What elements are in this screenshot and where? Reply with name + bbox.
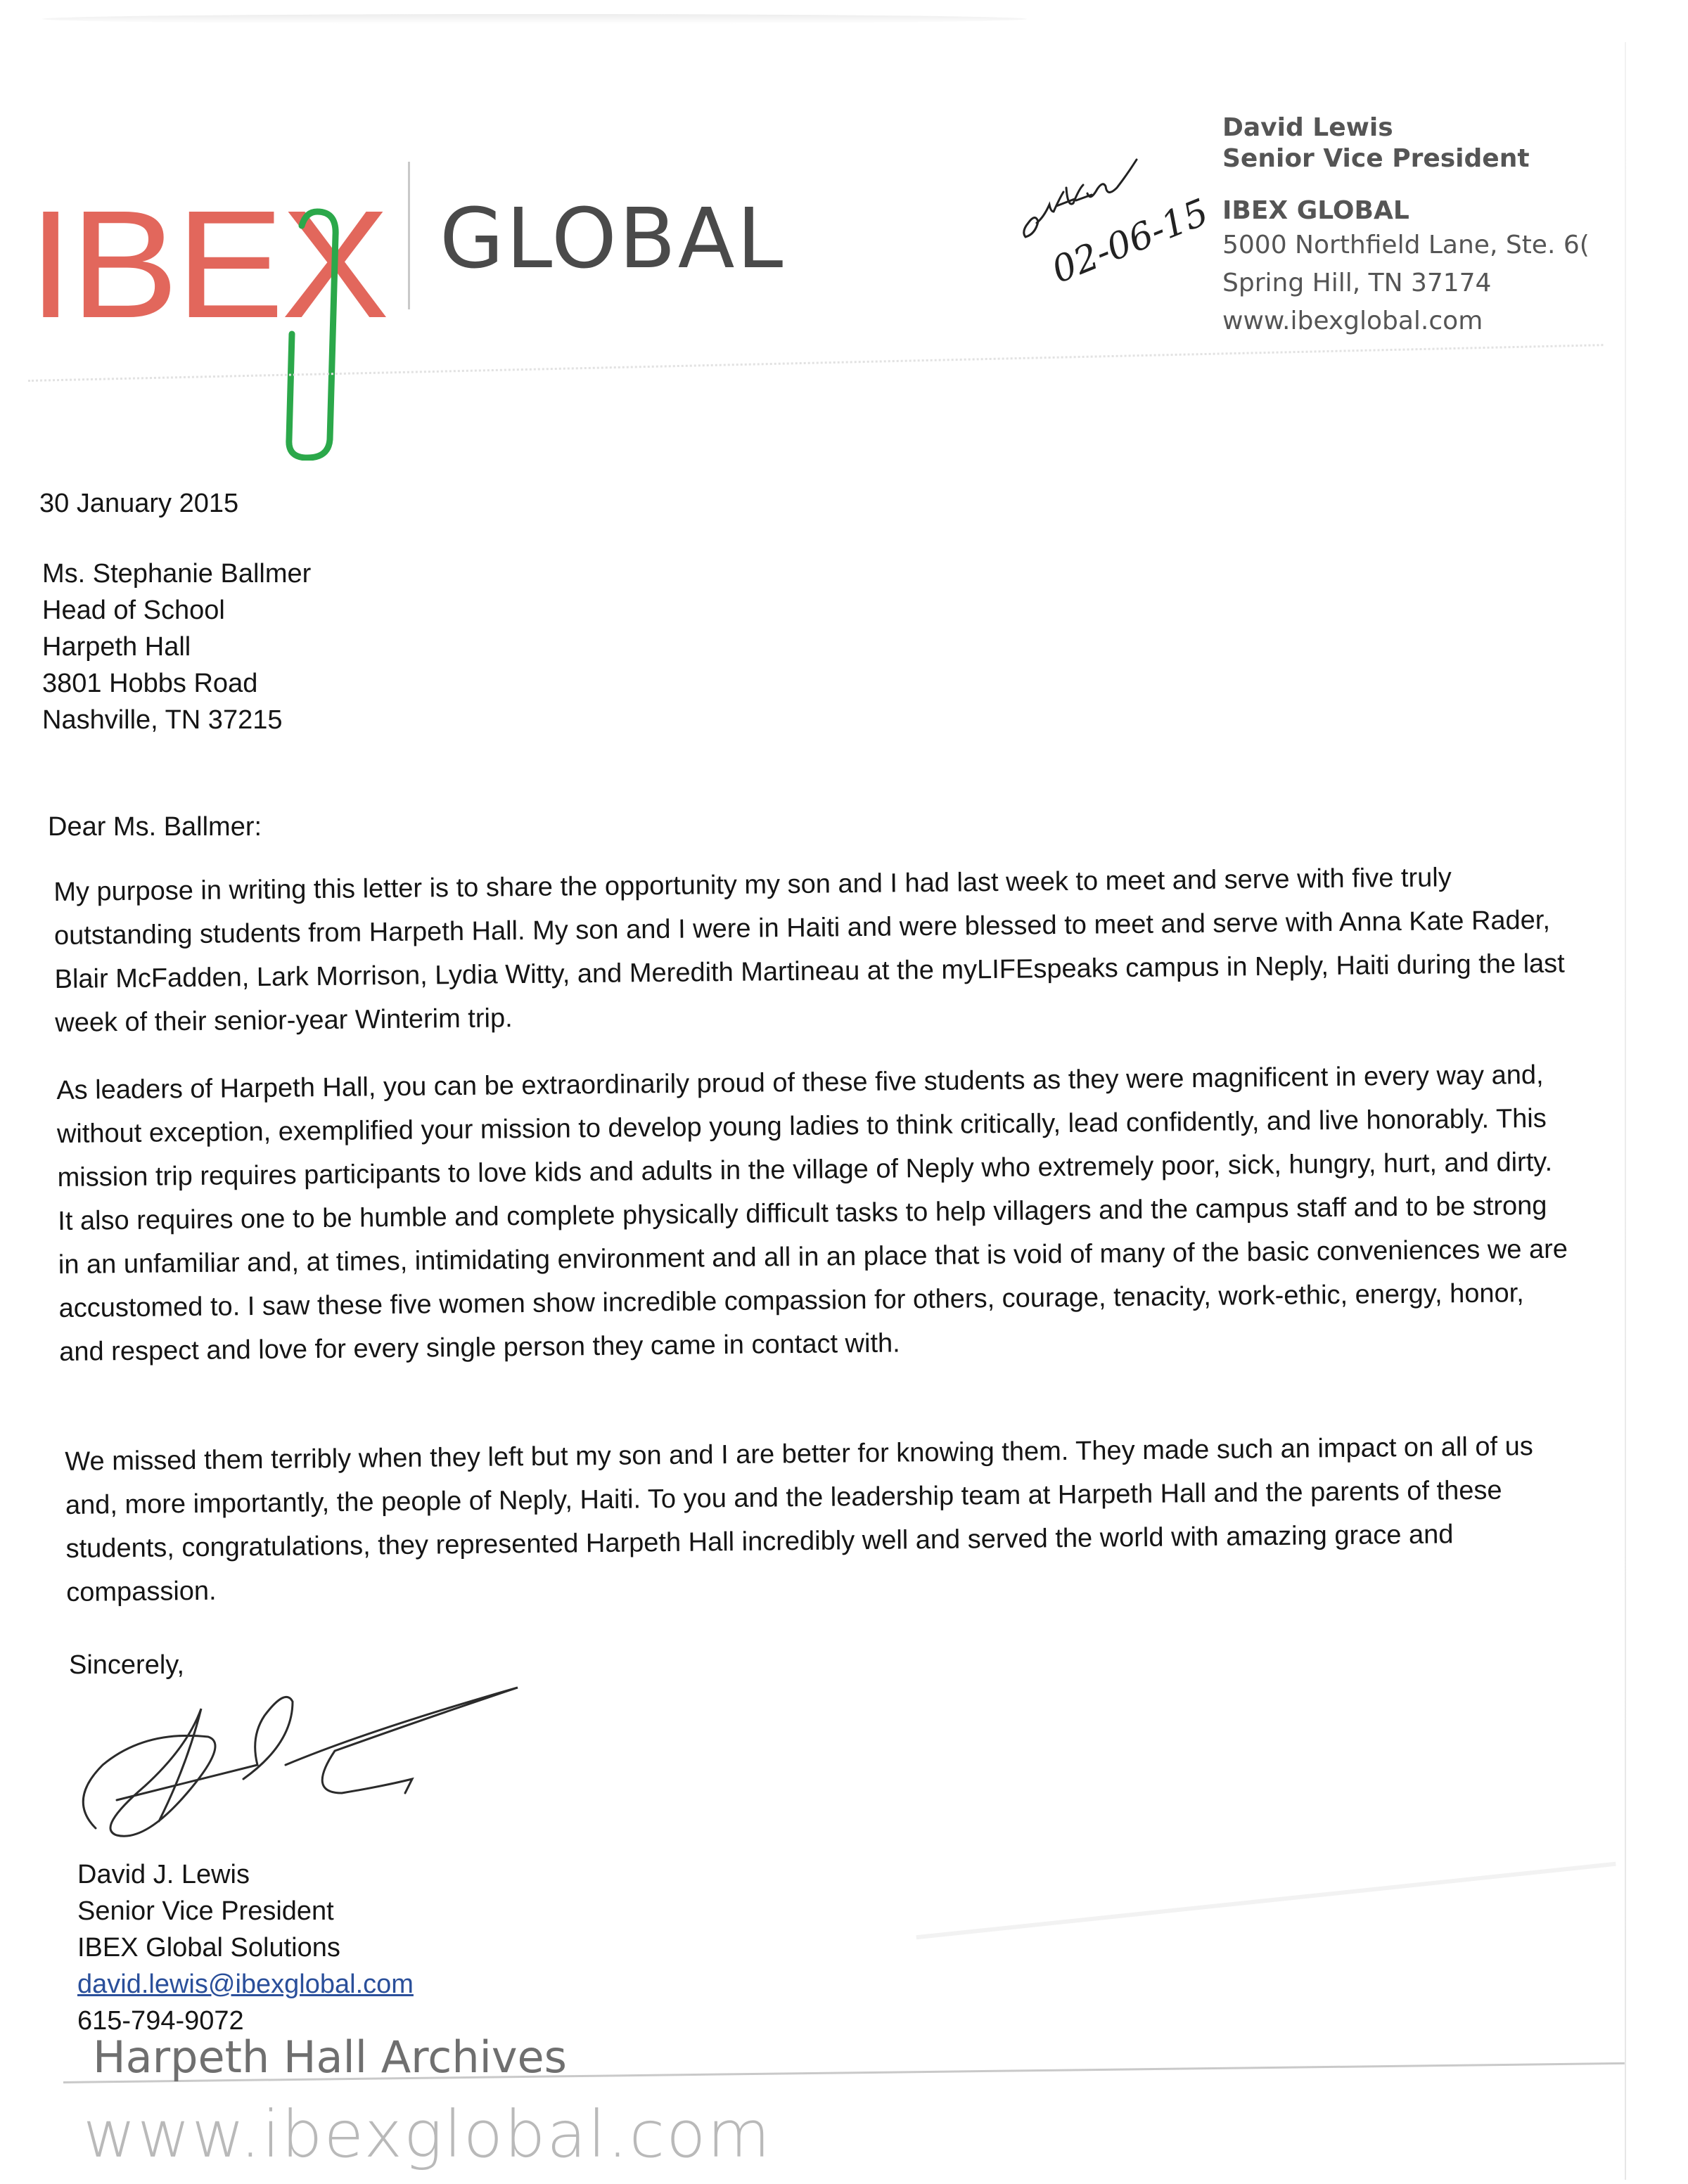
- sender-company: IBEX GLOBAL: [1222, 196, 1409, 225]
- sender-info: [1222, 113, 1590, 340]
- sender-title: Senior Vice President: [1222, 144, 1530, 173]
- page-edge: [1625, 42, 1626, 2180]
- paperclip-icon: [271, 207, 348, 461]
- signature-block: [77, 1856, 414, 2039]
- recipient-title: Head of School: [42, 596, 225, 625]
- signer-company: IBEX Global Solutions: [77, 1933, 340, 1963]
- footer-website: www.ibexglobal.com: [83, 2097, 772, 2172]
- sender-name: David Lewis: [1222, 113, 1393, 142]
- recipient-street: 3801 Hobbs Road: [42, 669, 258, 698]
- scan-shadow: [42, 14, 1027, 24]
- salutation: Dear Ms. Ballmer:: [48, 812, 262, 842]
- logo-ibex-text: IBEX: [28, 179, 387, 350]
- signer-email-link[interactable]: david.lewis@ibexglobal.com: [77, 1970, 414, 1999]
- recipient-name: Ms. Stephanie Ballmer: [42, 559, 312, 589]
- paragraph-3: We missed them terribly when they left but my son and I are better for knowing them. They made such an impact on all of us and, more importantly, the people of Neply, Haiti. To you and the leadership team at Harpeth Hall and the parents of these students, congratulations, they represented Harpeth Hall incredibly well and served the world with amazing grace and compassion.: [65, 1432, 1533, 1607]
- logo-global-text: GLOBAL: [440, 190, 786, 287]
- logo-divider: [408, 162, 410, 309]
- scan-fold-streak: [916, 1862, 1616, 1939]
- paragraph-1: My purpose in writing this letter is to share the opportunity my son and I had last week to meet and serve with five truly outstanding students from Harpeth Hall. My son and I were in Haiti and were blessed to meet and serve with Anna Kate Rader, Blair McFadden, Lark Morrison, Lydia Witty, and Meredith Martineau at the myLIFEspeaks campus in Neply, Haiti during the last week of their senior-year Winterim trip.: [53, 863, 1565, 1038]
- archives-stamp: Harpeth Hall Archives: [93, 2031, 567, 2083]
- signer-name: David J. Lewis: [77, 1860, 250, 1889]
- sender-address-line1: 5000 Northfield Lane, Ste. 6(: [1222, 231, 1590, 259]
- letter-date: 30 January 2015: [39, 489, 239, 518]
- sender-website: www.ibexglobal.com: [1222, 307, 1483, 335]
- handwriting-icon: [1020, 151, 1231, 292]
- signer-title: Senior Vice President: [77, 1896, 334, 1926]
- ibex-global-logo: [28, 141, 802, 350]
- svg-text:02-06-15: 02-06-15: [1046, 191, 1215, 292]
- paragraph-2: As leaders of Harpeth Hall, you can be extraordinarily proud of these five students as they were magnificent in every way and, without exception, exemplified your mission to develop young ladies to think critically, lead confidently, and live honorably. This mission trip requires participants to love kids and adults in the village of Neply who extremely poor, sick, hungry, hurt, and dirty. It also requires one to be humble and complete physically difficult tasks to help villagers and the campus staff and to be strong in an unfamiliar and, at times, intimidating environment and all in an place that is void of many of the basic conveniences we are accustomed to. I saw these five women show incredible compassion for others, courage, tenacity, work-ethic, energy, honor, and respect and love for every single person they came in contact with.: [56, 1060, 1568, 1367]
- recipient-organization: Harpeth Hall: [42, 632, 191, 662]
- handwritten-annotation: [1020, 151, 1231, 292]
- recipient-city: Nashville, TN 37215: [42, 705, 283, 735]
- signature-icon: [53, 1681, 560, 1863]
- recipient-address: [42, 555, 311, 738]
- closing: Sincerely,: [69, 1650, 185, 1680]
- sender-address-line2: Spring Hill, TN 37174: [1222, 269, 1492, 297]
- signer-phone: 615-794-9072: [77, 2006, 244, 2036]
